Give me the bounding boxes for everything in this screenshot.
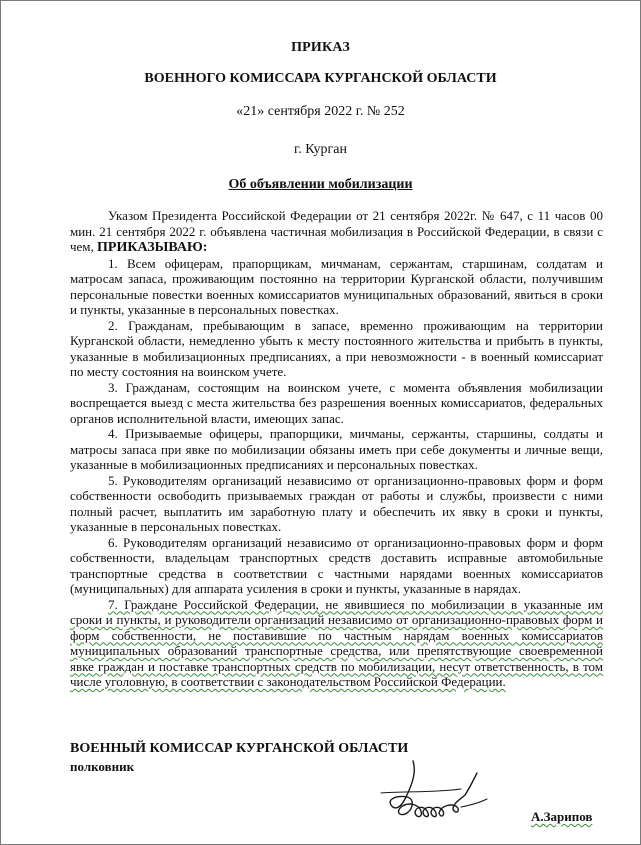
paragraph-7	[70, 597, 603, 690]
order-city: г. Курган	[294, 142, 347, 157]
paragraph-7-text: 7. Граждане Российской Федерации, не явившиеся по мобилизации в указанные им сроки и пункты, и руководители организаций независимо от организационно-правовых форм и форм собственности, не поставившие по частным нарядам военных комиссариатов муниципальных образований транспортные средства, или препятствующие своевременной явке граждан и поставке транспортных средств по мобилизации, несут ответственность, в том числе уголовную, в соответствии с законодательством Российской Федерации.	[70, 596, 603, 689]
paragraph-1: 1. Всем офицерам, прапорщикам, мичманам, сержантам, старшинам, солдатам и матросам запаса, проживающим постоянно на территории Курганской области, получившим персональные повестки военных комиссариатов муниципальных образований, явиться в сроки и пункты, указанные в персональных повестках.	[70, 255, 603, 317]
paragraph-5: 5. Руководителям организаций независимо от организационно-правовых форм и форм собственности освободить призываемых граждан от работы и службы, произвести с ними полный расчет, выплатить им заработную плату и обеспечить их явку в сроки и пункты, указанные в персональных повестках.	[70, 472, 603, 534]
order-word: ПРИКАЗЫВАЮ:	[97, 240, 208, 255]
signatory-title: ВОЕННЫЙ КОМИССАР КУРГАНСКОЙ ОБЛАСТИ	[70, 741, 409, 756]
signatory-rank: полковник	[70, 759, 135, 774]
order-subject: Об объявлении мобилизации	[228, 177, 413, 192]
paragraph-intro	[70, 208, 603, 256]
signatory-name: А.Зарипов	[531, 809, 593, 824]
paragraph-2: 2. Гражданам, пребывающим в запасе, временно проживающим на территории Курганской области, немедленно убыть к месту постоянного жительства и прибыть в пункты, указанные в мобилизационных предписаниях, а при невозможности - в военный комиссариат по месту состояния на воинском учете.	[70, 317, 603, 379]
paragraph-3: 3. Гражданам, состоящим на воинском учете, с момента объявления мобилизации воспрещается выезд с места жительства без разрешения военных комиссариатов, федеральных органов исполнительной власти, имеющих запас.	[70, 379, 603, 426]
paragraph-6: 6. Руководителям организаций независимо от организационно-правовых форм и форм собственности, владельцам транспортных средств доставить исправные автомобильные транспортные средства в соответствии с частными нарядами военных комиссариатов (муниципальных) для аппарата усиления в сроки и пункты, указанные в нарядах.	[70, 534, 603, 596]
handwritten-signature	[361, 753, 511, 839]
paragraph-4: 4. Призываемые офицеры, прапорщики, мичманы, сержанты, старшины, солдаты и матросы запаса при явке по мобилизации обязаны иметь при себе документы и личные вещи, указанные в мобилизационных предписаниях и персональных повестках.	[70, 426, 603, 472]
intro-text: Указом Президента Российской Федерации от 21 сентября 2022г. № 647, с 11 часов 00 мин. 21 сентября 2022 г. объявлена частичная мобилизация в Российской Федерации, в связи с чем,	[70, 208, 603, 254]
order-issuer: ВОЕННОГО КОМИССАРА КУРГАНСКОЙ ОБЛАСТИ	[144, 71, 497, 86]
order-date-number: «21» сентября 2022 г. № 252	[236, 104, 405, 119]
order-title: ПРИКАЗ	[291, 40, 350, 55]
order-body	[70, 208, 603, 690]
